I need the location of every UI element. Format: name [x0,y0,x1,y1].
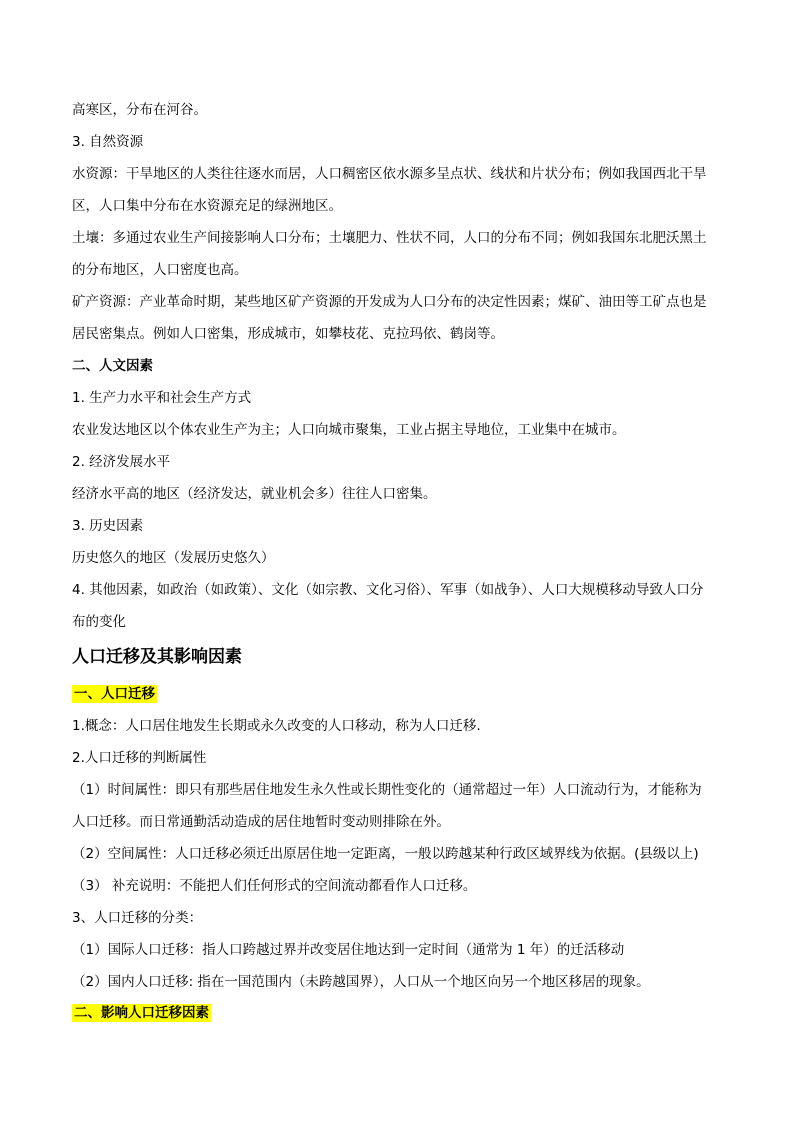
text-line: 水资源：干旱地区的人类往往逐水而居，人口稠密区依水源多呈点状、线状和片状分布；例如我国西北干旱 [72,166,707,182]
text-line: 经济水平高的地区（经济发达，就业机会多）往往人口密集。 [72,486,437,502]
text-line: 土壤：多通过农业生产间接影响人口分布；土壤肥力、性状不同，人口的分布不同；例如我国东北肥沃黑土 [72,230,707,246]
text-line: 2.人口迁移的判断属性 [72,750,207,766]
text-line: 矿产资源：产业革命时期，某些地区矿产资源的开发成为人口分布的决定性因素；煤矿、油田等工矿点也是 [72,294,707,310]
text-line: （3） 补充说明：不能把人们任何形式的空间流动都看作人口迁移。 [72,878,477,894]
highlighted-heading [72,1003,732,1023]
highlight-text: 一、人口迁移 [74,686,155,702]
text-line: 历史悠久的地区（发展历史悠久） [72,550,275,566]
text-line: 布的变化 [72,614,126,630]
subheading: 二、人文因素 [72,358,153,374]
text-line: 人口迁移。而日常通勤活动造成的居住地暂时变动则排除在外。 [72,814,450,830]
text-line: 的分布地区，人口密度也高。 [72,262,248,278]
text-line: 居民密集点。例如人口密集，形成城市，如攀枝花、克拉玛依、鹤岗等。 [72,326,504,342]
text-line: 农业发达地区以个体农业生产为主；人口向城市聚集，工业占据主导地位，工业集中在城市。 [72,422,626,438]
text-line: 1. 生产力水平和社会生产方式 [72,390,252,406]
text-line: 3、人口迁移的分类： [72,910,203,926]
text-line: 4. 其他因素，如政治（如政策）、文化（如宗教、文化习俗）、军事（如战争）、人口大规模移动导致人口分 [72,582,704,598]
section-title: 人口迁移及其影响因素 [72,647,242,667]
text-line: （1）时间属性：即只有那些居住地发生永久性或长期性变化的（通常超过一年）人口流动行为，才能称为 [72,782,702,798]
text-line: 3. 自然资源 [72,134,144,150]
text-line: 2. 经济发展水平 [72,454,171,470]
text-line: 高寒区，分布在河谷。 [72,102,207,118]
text-line: （2）国内人口迁移: 指在一国范围内（未跨越国界），人口从一个地区向另一个地区移居的现象。 [72,974,650,990]
text-line: 区，人口集中分布在水资源充足的绿洲地区。 [72,198,342,214]
highlighted-heading [72,684,732,704]
text-line: 3. 历史因素 [72,518,144,534]
text-line: （2）空间属性：人口迁移必须迁出原居住地一定距离，一般以跨越某种行政区域界线为依据。(县级以上) [72,846,699,862]
highlight-text: 二、影响人口迁移因素 [74,1005,209,1021]
text-line: 1.概念：人口居住地发生长期或永久改变的人口移动，称为人口迁移. [72,718,481,734]
text-line: （1）国际人口迁移：指人口跨越过界并改变居住地达到一定时间（通常为 1 年）的迁活移动 [72,942,625,958]
